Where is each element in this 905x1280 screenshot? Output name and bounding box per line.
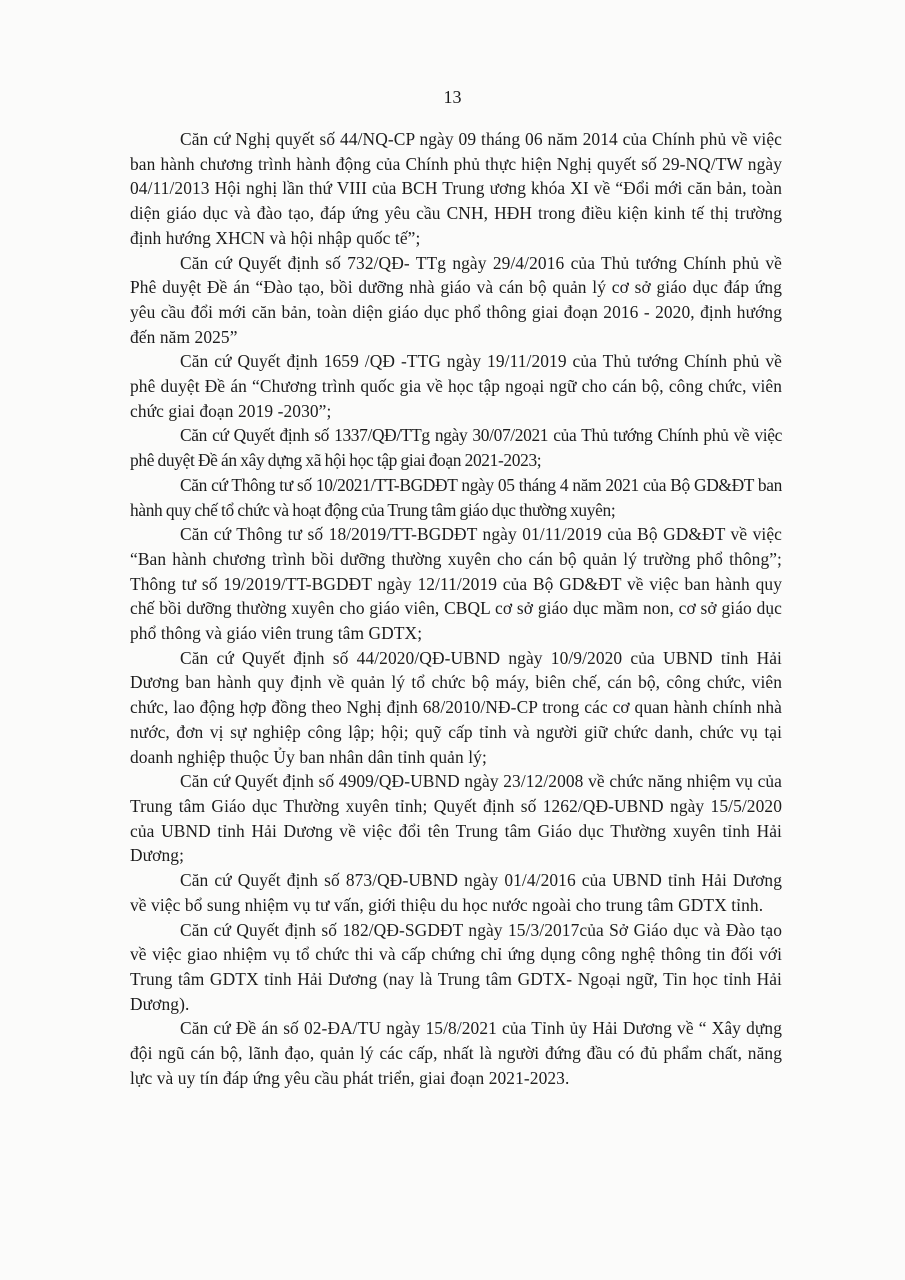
paragraph-circular-10: Căn cứ Thông tư số 10/2021/TT-BGDĐT ngày 05 tháng 4 năm 2021 của Bộ GD&ĐT ban hành quy chế tổ chức và hoạt động của Trung tâm giáo dục thường xuyên; <box>130 474 782 520</box>
paragraph-decision-873: Căn cứ Quyết định số 873/QĐ-UBND ngày 01/4/2016 của UBND tỉnh Hải Dương về việc bổ sung nhiệm vụ tư vấn, giới thiệu du học nước ngoài cho trung tâm GDTX tỉnh. <box>130 870 782 915</box>
page-number: 13 <box>443 87 462 107</box>
paragraph-decision-4909: Căn cứ Quyết định số 4909/QĐ-UBND ngày 23/12/2008 về chức năng nhiệm vụ của Trung tâm Giáo dục Thường xuyên tỉnh; Quyết định số 1262/QĐ-UBND ngày 15/5/2020 của UBND tỉnh Hải Dương về việc đổi tên Trung tâm Giáo dục Thường xuyên tỉnh Hải Dương; <box>130 771 782 866</box>
paragraph-decision-44-2020: Căn cứ Quyết định số 44/2020/QĐ-UBND ngày 10/9/2020 của UBND tỉnh Hải Dương ban hành quy định về quản lý tổ chức bộ máy, biên chế, cán bộ, công chức, viên chức, lao động hợp đồng theo Nghị định 68/2010/NĐ-CP trong các cơ quan hành chính nhà nước, đơn vị sự nghiệp công lập; hội; quỹ cấp tỉnh và người giữ chức danh, chức vụ tại doanh nghiệp thuộc Ủy ban nhân dân tỉnh quản lý; <box>130 647 782 767</box>
paragraph-resolution-44: Căn cứ Nghị quyết số 44/NQ-CP ngày 09 tháng 06 năm 2014 của Chính phủ về việc ban hành chương trình hành động của Chính phủ thực hiện Nghị quyết số 29-NQ/TW ngày 04/11/2013 Hội nghị lần thứ VIII của BCH Trung ương khóa XI về “Đổi mới căn bản, toàn diện giáo dục và đào tạo, đáp ứng yêu cầu CNH, HĐH trong điều kiện kinh tế thị trường định hướng XHCN và hội nhập quốc tế”; <box>130 129 782 248</box>
paragraph-circular-18: Căn cứ Thông tư số 18/2019/TT-BGDĐT ngày 01/11/2019 của Bộ GD&ĐT về việc “Ban hành chương trình bồi dưỡng thường xuyên cho cán bộ quản lý trường phổ thông”; Thông tư số 19/2019/TT-BGDĐT ngày 12/11/2019 của Bộ GD&ĐT về việc ban hành quy chế bồi dưỡng thường xuyên cho giáo viên, CBQL cơ sở giáo dục mầm non, cơ sở giáo dục phổ thông và giáo viên trung tâm GDTX; <box>130 524 782 644</box>
paragraph-decision-732: Căn cứ Quyết định số 732/QĐ- TTg ngày 29/4/2016 của Thủ tướng Chính phủ về Phê duyệt Đề án “Đào tạo, bồi dưỡng nhà giáo và cán bộ quản lý cơ sở giáo dục đáp ứng yêu cầu đổi mới căn bản, toàn diện giáo dục phổ thông giai đoạn 2016 - 2020, định hướng đến năm 2025” <box>130 252 782 347</box>
document-body <box>130 127 782 1090</box>
paragraph-decision-182: Căn cứ Quyết định số 182/QĐ-SGDĐT ngày 15/3/2017của Sở Giáo dục và Đào tạo về việc giao nhiệm vụ tổ chức thi và cấp chứng chỉ ứng dụng công nghệ thông tin đối với Trung tâm GDTX tỉnh Hải Dương (nay là Trung tâm GDTX- Ngoại ngữ, Tin học tỉnh Hải Dương). <box>130 919 782 1014</box>
paragraph-project-02: Căn cứ Đề án số 02-ĐA/TU ngày 15/8/2021 của Tỉnh ủy Hải Dương về “ Xây dựng đội ngũ cán bộ, lãnh đạo, quản lý các cấp, nhất là người đứng đầu có đủ phẩm chất, năng lực và uy tín đáp ứng yêu cầu phát triển, giai đoạn 2021-2023. <box>130 1018 782 1088</box>
paragraph-decision-1337: Căn cứ Quyết định số 1337/QĐ/TTg ngày 30/07/2021 của Thủ tướng Chính phủ về việc phê duyệt Đề án xây dựng xã hội học tập giai đoạn 2021-2023; <box>130 425 782 471</box>
paragraph-decision-1659: Căn cứ Quyết định 1659 /QĐ -TTG ngày 19/11/2019 của Thủ tướng Chính phủ về phê duyệt Đề án “Chương trình quốc gia về học tập ngoại ngữ cho cán bộ, công chức, viên chức giai đoạn 2019 -2030”; <box>130 351 782 421</box>
